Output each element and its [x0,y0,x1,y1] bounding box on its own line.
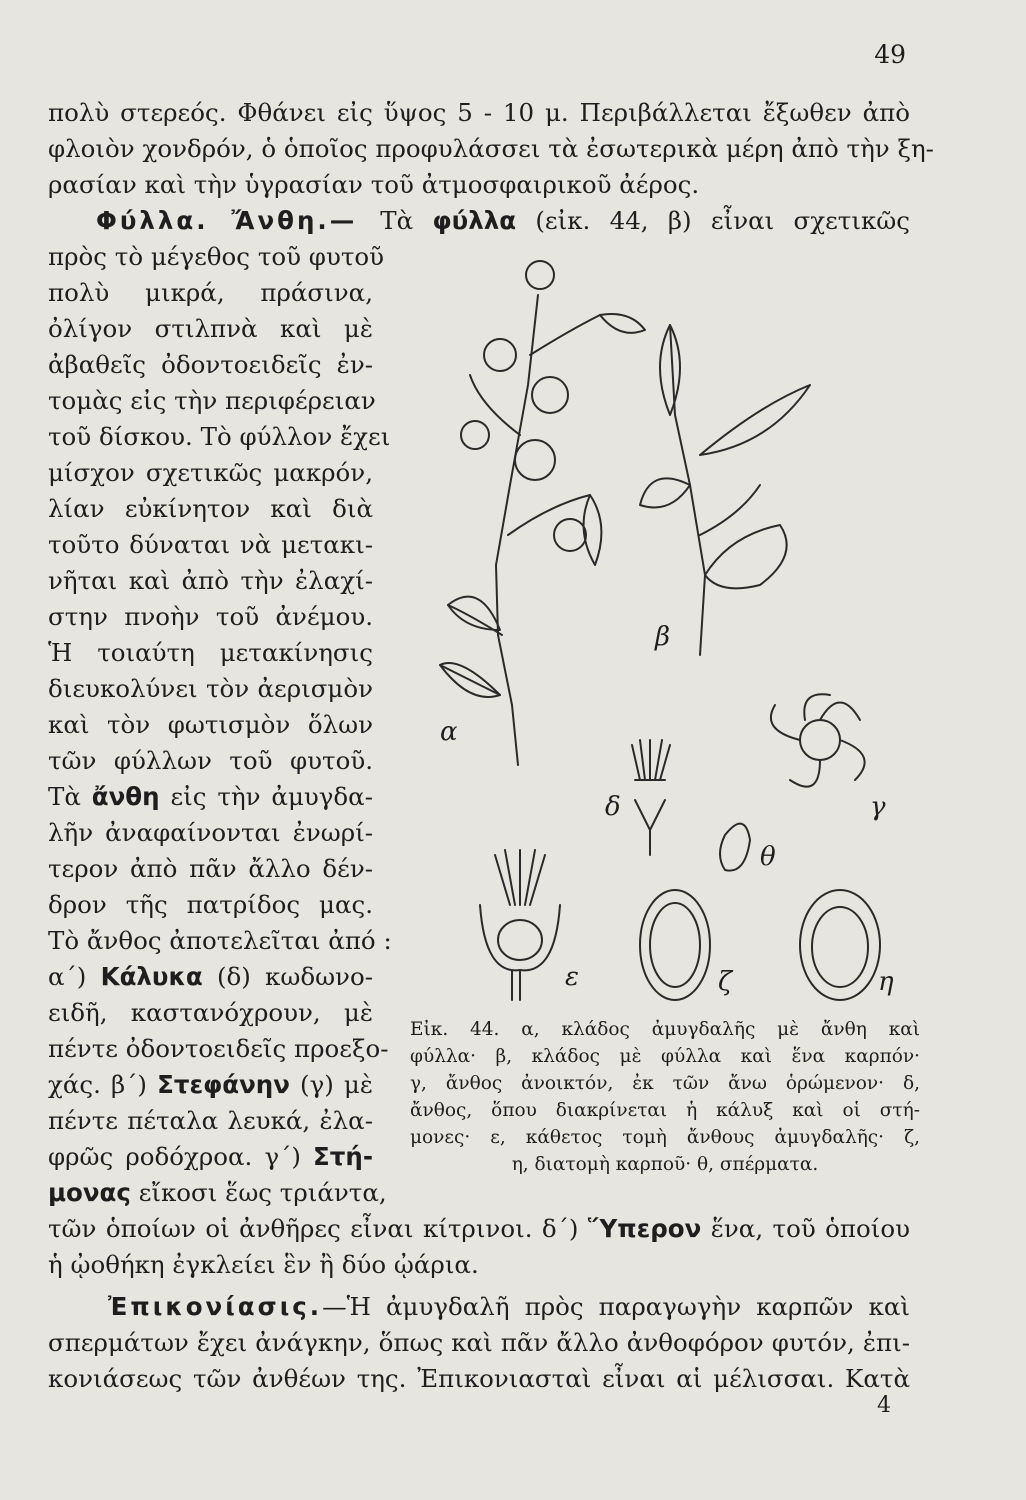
text-line: ἡ ᾠοθήκη ἐγκλείει ἓν ἢ δύο ᾠάρια. [48,1250,479,1279]
signature-number: 4 [877,1393,891,1418]
text-line: πέντε πέταλα λευκά, ἐλα- [48,1106,373,1135]
term-pistil: Ὕπερον [587,1214,702,1243]
figure-caption-line: η, διατομὴ καρποῦ· θ, σπέρματα. [511,1154,819,1175]
fruit-section-eta [800,890,880,1000]
term-stamens: Στή- [313,1142,373,1171]
figure-label-epsilon: ε [565,962,579,992]
figure-caption-line: φύλλα· β, κλάδος μὲ φύλλα καὶ ἕνα καρπόν· [410,1046,920,1067]
text-line: πρὸς τὸ μέγεθος τοῦ φυτοῦ [48,242,385,271]
text-line: κονιάσεως τῶν ἀνθέων της. Ἐπικονιασταὶ εἶναι αἱ μέλισσαι. Κατὰ [48,1364,910,1393]
text-line: δρον τῆς πατρίδος μας. [48,890,373,919]
text-line: νῆται καὶ ἀπὸ τὴν ἐλαχί- [48,566,373,595]
figure-label-delta: δ [605,792,621,822]
almond-illustration [400,235,920,1005]
seed-theta [720,824,750,871]
figure-label-alpha: α [440,717,458,747]
text-line: λῆν ἀναφαίνονται ἐνωρί- [48,818,373,847]
text-line: φρῶς ροδόχροα. γ΄) Στή- [48,1142,373,1171]
text-line: α΄) Κάλυκα (δ) κωδωνο- [48,962,373,991]
text-line: πολὺ στερεός. Φθάνει εἰς ὕψος 5 - 10 μ. Περιβάλλεται ἔξωθεν ἀπὸ [48,98,910,127]
text-line: πολὺ μικρά, πράσινα, [48,278,373,307]
flower-section-epsilon [480,850,560,1000]
leafy-branch-beta [640,325,810,655]
text-line: πέντε ὀδοντοειδεῖς προεξο- [48,1034,389,1063]
flower-detail-delta [632,740,670,855]
figure-caption-line: μονες· ε, κάθετος τομὴ ἄνθους ἀμυγδαλῆς· ζ, [410,1127,920,1148]
text-line: ειδῆ, καστανόχρουν, μὲ [48,998,373,1027]
figure-label-theta: θ [760,842,776,872]
text-line: τῶν φύλλων τοῦ φυτοῦ. [48,746,373,775]
term-corolla: Στεφάνην [157,1070,290,1099]
text-line: καὶ τὸν φωτισμὸν ὅλων [48,710,373,739]
text-line: τερον ἀπὸ πᾶν ἄλλο δέν- [48,854,373,883]
heading-leaves-flowers: Φύλλα. Ἄνθη.— [96,206,381,235]
figure-caption-line: ἄνθος, ὅπου διακρίνεται ἡ κάλυξ καὶ οἱ στή- [410,1100,920,1121]
text-line: τοῦτο δύναται νὰ μετακι- [48,530,373,559]
term-leaves: φύλλα [432,206,517,235]
text-line: σπερμάτων ἔχει ἀνάγκην, ὅπως καὶ πᾶν ἄλλο ἀνθοφόρον φυτόν, ἐπι- [48,1328,910,1357]
term-flowers: ἄνθη [91,782,160,811]
text-line: μίσχον σχετικῶς μακρόν, [48,458,373,487]
text-line: Τὸ ἄνθος ἀποτελεῖται ἀπό : [48,926,392,955]
text-line: ὀλίγον στιλπνὰ καὶ μὲ [48,314,373,343]
heading-pollination: Ἐπικονίασις. [108,1292,323,1321]
figure-caption-line: γ, ἄνθος ἀνοικτόν, ἐκ τῶν ἄνω ὁρώμενον· δ, [410,1073,920,1094]
figure-label-beta: β [655,622,671,652]
text-line: χάς. β΄) Στεφάνην (γ) μὲ [48,1070,373,1099]
fruit-section-zeta [640,890,710,1000]
text-line: Τὰ ἄνθη εἰς τὴν ἀμυγδα- [48,782,373,811]
flowering-branch-alpha [440,261,645,765]
text-line: τοῦ δίσκου. Τὸ φύλλον ἔχει [48,422,391,451]
text-line: λίαν εὐκίνητον καὶ διὰ [48,494,373,523]
text-line: ἀβαθεῖς ὀδοντοειδεῖς ἐν- [48,350,373,379]
text-line: ρασίαν καὶ τὴν ὑγρασίαν τοῦ ἀτμοσφαιρικοῦ ἀέρος. [48,170,700,199]
text-line: τῶν ὁποίων οἱ ἀνθῆρες εἶναι κίτρινοι. δ΄) Ὕπερον ἕνα, τοῦ ὁποίου [48,1214,910,1243]
text-line: στην πνοὴν τοῦ ἀνέμου. [48,602,373,631]
text-line: Ἡ τοιαύτη μετακίνησις [48,638,373,667]
figure-caption-line: Εἰκ. 44. α, κλάδος ἀμυγδαλῆς μὲ ἄνθη καὶ [410,1019,920,1040]
text-line: τομὰς εἰς τὴν περιφέρειαν [48,386,376,415]
text-line: μονας εἴκοσι ἕως τριάντα, [48,1178,387,1207]
text-line: διευκολύνει τὸν ἀερισμὸν [48,674,373,703]
text-line: φλοιὸν χονδρόν, ὁ ὁποῖος προφυλάσσει τὰ ἐσωτερικὰ μέρη ἀπὸ τὴν ξη- [48,134,934,163]
figure-label-eta: η [878,967,894,997]
term-calyx: Κάλυκα [100,962,203,991]
open-flower-gamma [771,694,865,786]
page-number: 49 [874,40,906,69]
figure-label-zeta: ζ [718,967,733,997]
section-heading-line: Ἐπικονίασις.—Ἡ ἀμυγδαλῆ πρὸς παραγωγὴν καρπῶν καὶ [108,1292,910,1321]
section-heading-line: Φύλλα. Ἄνθη.— Τὰ φύλλα (εἰκ. 44, β) εἶναι σχετικῶς [96,206,910,235]
figure-label-gamma: γ [870,792,886,822]
